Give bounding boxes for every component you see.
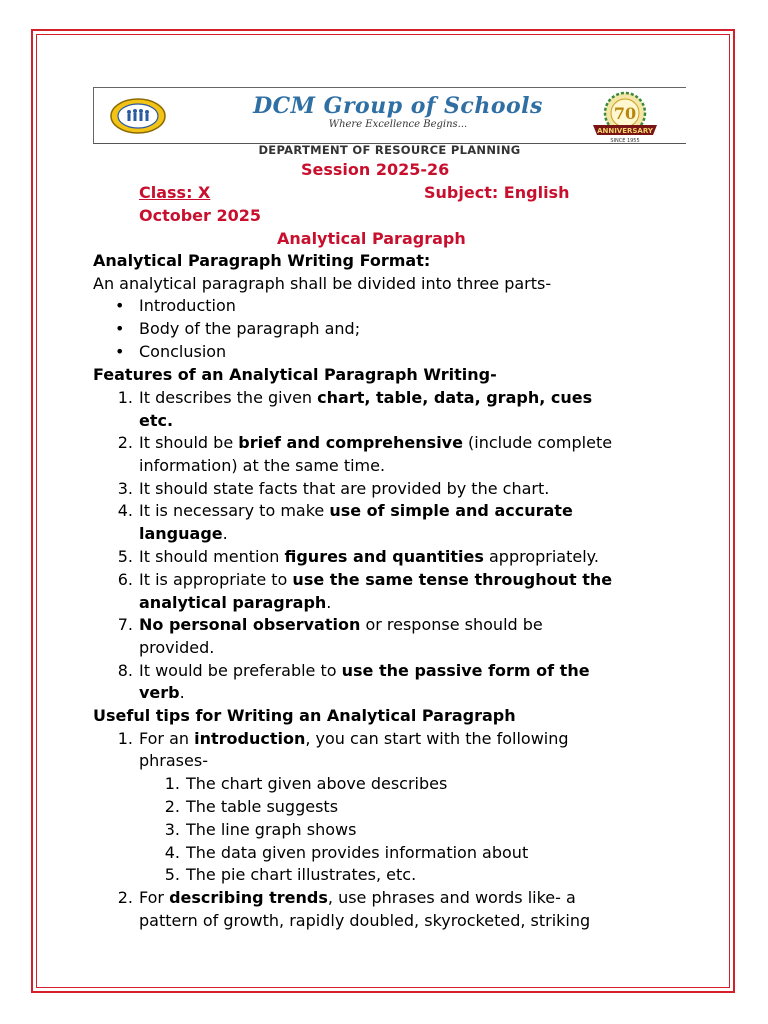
feature-text: (include complete bbox=[462, 433, 613, 452]
bullet-icon: • bbox=[115, 319, 125, 338]
phrase-item: The data given provides information about bbox=[186, 843, 529, 862]
subject-label: Subject: English bbox=[424, 183, 570, 202]
feature-text: . bbox=[179, 683, 185, 702]
phrase-item: The table suggests bbox=[186, 797, 339, 816]
list-number: 2. bbox=[117, 433, 133, 452]
feature-item bbox=[139, 388, 592, 408]
anniversary-badge-icon bbox=[583, 91, 667, 143]
feature-emphasis: etc. bbox=[139, 411, 174, 430]
tip-text: For an bbox=[139, 729, 195, 748]
list-number: 4. bbox=[164, 843, 180, 862]
tip-item bbox=[139, 888, 576, 908]
feature-item bbox=[139, 661, 590, 681]
tip-emphasis: describing trends bbox=[169, 888, 328, 907]
tips-heading: Useful tips for Writing an Analytical Paragraph bbox=[93, 706, 516, 725]
letterhead bbox=[93, 87, 686, 157]
list-number: 5. bbox=[164, 865, 180, 884]
badge-ribbon: ANNIVERSARY bbox=[597, 127, 653, 135]
badge-since: SINCE 1955 bbox=[610, 138, 640, 143]
feature-item bbox=[139, 615, 543, 635]
list-number: 3. bbox=[164, 820, 180, 839]
feature-emphasis: language bbox=[139, 524, 223, 543]
session-label: Session 2025-26 bbox=[301, 160, 450, 179]
feature-item bbox=[139, 501, 573, 521]
feature-emphasis: use of simple and accurate bbox=[329, 501, 573, 520]
feature-text: It is necessary to make bbox=[139, 501, 330, 520]
department-name: DEPARTMENT OF RESOURCE PLANNING bbox=[258, 143, 521, 157]
feature-item bbox=[139, 547, 599, 567]
feature-text: provided. bbox=[139, 638, 215, 657]
feature-text: information) at the same time. bbox=[139, 456, 386, 475]
format-heading: Analytical Paragraph Writing Format: bbox=[93, 251, 431, 270]
tip-emphasis: introduction bbox=[194, 729, 306, 748]
list-number: 2. bbox=[117, 888, 133, 907]
feature-text: . bbox=[222, 524, 228, 543]
feature-text: . bbox=[326, 593, 332, 612]
feature-item bbox=[139, 570, 612, 590]
feature-text: It should be bbox=[139, 433, 239, 452]
phrase-item: The chart given above describes bbox=[186, 774, 448, 793]
school-name: DCM Group of Schools bbox=[253, 93, 543, 119]
tip-text: , use phrases and words like- a bbox=[327, 888, 576, 907]
feature-text: It describes the given bbox=[139, 388, 318, 407]
document-title: Analytical Paragraph bbox=[277, 229, 466, 248]
feature-text: It would be preferable to bbox=[139, 661, 342, 680]
list-item: Introduction bbox=[139, 296, 236, 315]
badge-years: 70 bbox=[613, 104, 637, 123]
tip-text: For bbox=[139, 888, 170, 907]
list-number: 3. bbox=[117, 479, 133, 498]
school-logo-icon bbox=[109, 97, 167, 135]
list-number: 2. bbox=[164, 797, 180, 816]
tip-text: pattern of growth, rapidly doubled, skyrocketed, striking bbox=[139, 911, 591, 930]
feature-emphasis: use the passive form of the bbox=[341, 661, 590, 680]
feature-emphasis: brief and comprehensive bbox=[238, 433, 463, 452]
class-label: Class: X bbox=[139, 183, 211, 202]
feature-emphasis: verb bbox=[139, 683, 180, 702]
feature-item bbox=[139, 683, 185, 703]
list-number: 6. bbox=[117, 570, 133, 589]
tip-text: , you can start with the following bbox=[305, 729, 569, 748]
phrase-item: The line graph shows bbox=[186, 820, 357, 839]
bullet-icon: • bbox=[115, 296, 125, 315]
feature-text: It should mention bbox=[139, 547, 285, 566]
list-number: 4. bbox=[117, 501, 133, 520]
tip-item bbox=[139, 729, 569, 749]
school-tagline: Where Excellence Begins... bbox=[328, 119, 468, 130]
bullet-icon: • bbox=[115, 342, 125, 361]
list-item: Conclusion bbox=[139, 342, 227, 361]
list-number: 1. bbox=[164, 774, 180, 793]
list-item: Body of the paragraph and; bbox=[139, 319, 361, 338]
feature-item bbox=[139, 593, 331, 613]
feature-emphasis: analytical paragraph bbox=[139, 593, 327, 612]
phrase-item: The pie chart illustrates, etc. bbox=[186, 865, 417, 884]
feature-emphasis: figures and quantities bbox=[284, 547, 484, 566]
feature-emphasis: chart, table, data, graph, cues bbox=[317, 388, 593, 407]
list-number: 8. bbox=[117, 661, 133, 680]
list-number: 7. bbox=[117, 615, 133, 634]
list-number: 1. bbox=[117, 729, 133, 748]
feature-item bbox=[139, 524, 228, 544]
feature-item bbox=[139, 433, 612, 453]
features-heading: Features of an Analytical Paragraph Writing- bbox=[93, 365, 497, 384]
feature-text: It should state facts that are provided by the chart. bbox=[139, 479, 550, 498]
feature-text: appropriately. bbox=[483, 547, 599, 566]
feature-text: It is appropriate to bbox=[139, 570, 293, 589]
feature-emphasis: No personal observation bbox=[139, 615, 361, 634]
month-label: October 2025 bbox=[139, 206, 262, 225]
feature-emphasis: use the same tense throughout the bbox=[292, 570, 613, 589]
tip-text: phrases- bbox=[139, 751, 208, 770]
list-number: 1. bbox=[117, 388, 133, 407]
format-intro: An analytical paragraph shall be divided into three parts- bbox=[93, 274, 552, 293]
feature-text: or response should be bbox=[360, 615, 543, 634]
list-number: 5. bbox=[117, 547, 133, 566]
